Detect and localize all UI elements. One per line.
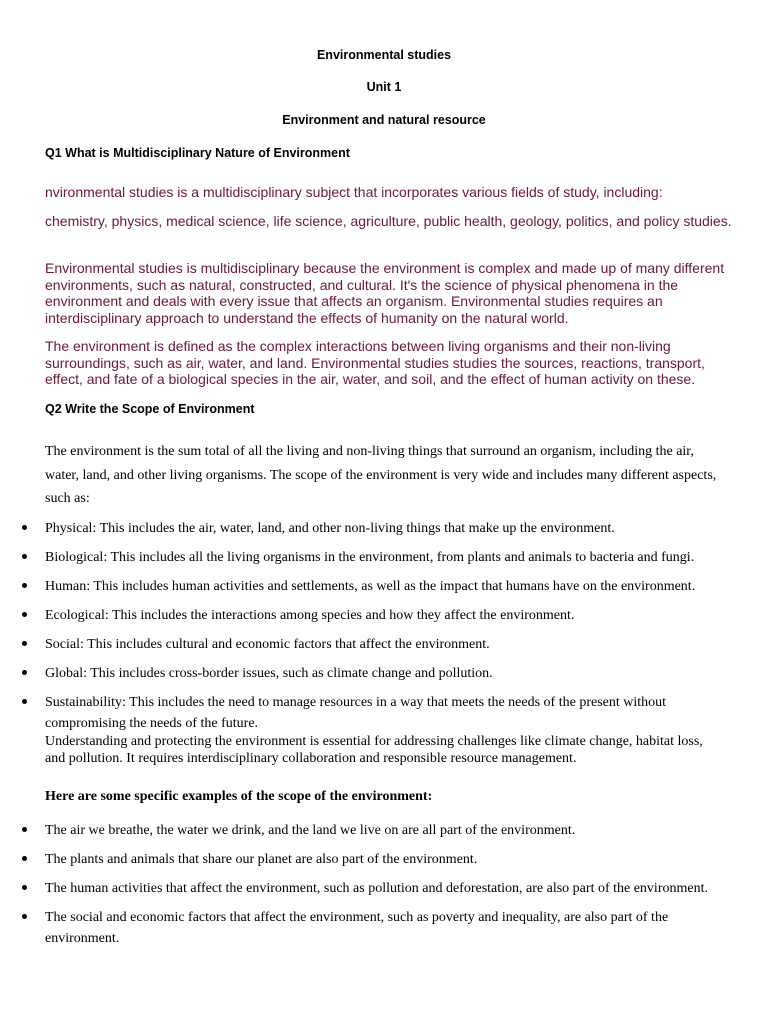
bullet-icon [22, 612, 27, 617]
bullet-icon [22, 670, 27, 675]
q2-intro: The environment is the sum total of all the living and non-living things that surround an organism, including the air, water, land, and other living organisms. The scope of the environment is very wide and includes many different aspects, such as: [45, 444, 717, 506]
bullet-icon [22, 583, 27, 588]
q1-paragraph-2: chemistry, physics, medical science, life science, agriculture, public health, geology, politics, and policy studies. [45, 213, 732, 229]
bullet-icon [22, 827, 27, 832]
q1-paragraph-1: nvironmental studies is a multidisciplinary subject that incorporates various fields of study, including: [45, 184, 663, 200]
list-item-text: Human: This includes human activities and settlements, as well as the impact that humans have on the environment. [45, 579, 696, 594]
bullet-icon [22, 914, 27, 919]
list-item-text: Ecological: This includes the interactions among species and how they affect the environment. [45, 608, 575, 623]
bullet-icon [22, 856, 27, 861]
list-item-text: Biological: This includes all the living organisms in the environment, from plants and animals to bacteria and fungi. [45, 550, 695, 565]
list-item-text: The human activities that affect the environment, such as pollution and deforestation, are also part of the environment. [45, 881, 708, 896]
bullet-icon [22, 641, 27, 646]
list-item-text: The social and economic factors that affect the environment, such as poverty and inequality, are also part of the environment. [45, 910, 669, 946]
q2-heading: Q2 Write the Scope of Environment [45, 402, 255, 416]
unit-label: Unit 1 [366, 80, 402, 94]
list-item-text: Sustainability: This includes the need to manage resources in a way that meets the needs of the present without compromising the needs of the future. [45, 695, 667, 731]
list-item-text: The air we breathe, the water we drink, and the land we live on are all part of the environment. [45, 823, 576, 838]
bullet-icon [22, 699, 27, 704]
q1-paragraph-3: Environmental studies is multidisciplinary because the environment is complex and made up of many different environments, such as natural, constructed, and cultural. It's the science of physical phenomena in the environment and deals with every issue that affects an organism. Environmental studies requires an interdisciplinary approach to understand the effects of humanity on the natural world. [45, 260, 725, 326]
list-item-text: Social: This includes cultural and economic factors that affect the environment. [45, 637, 490, 652]
q1-heading: Q1 What is Multidisciplinary Nature of Environment [45, 146, 350, 160]
q1-paragraph-4: The environment is defined as the complex interactions between living organisms and their non-living surroundings, such as air, water, and land. Environmental studies studies the sources, reactions, transport, effect, and fate of a biological species in the air, water, and soil, and the effect of human activity on these. [45, 338, 705, 387]
bullet-icon [22, 554, 27, 559]
section-title: Environment and natural resource [282, 113, 486, 127]
list-item-text: Physical: This includes the air, water, land, and other non-living things that make up the environment. [45, 521, 615, 536]
bullet-icon [22, 885, 27, 890]
examples-heading: Here are some specific examples of the scope of the environment: [45, 789, 433, 804]
q2-closing-paragraph: Understanding and protecting the environment is essential for addressing challenges like climate change, habitat loss, and pollution. It requires interdisciplinary collaboration and responsible resource management. [45, 734, 703, 766]
document-title: Environmental studies [316, 48, 452, 62]
list-item-text: Global: This includes cross-border issues, such as climate change and pollution. [45, 666, 493, 681]
list-item-text: The plants and animals that share our planet are also part of the environment. [45, 852, 478, 867]
bullet-icon [22, 525, 27, 530]
